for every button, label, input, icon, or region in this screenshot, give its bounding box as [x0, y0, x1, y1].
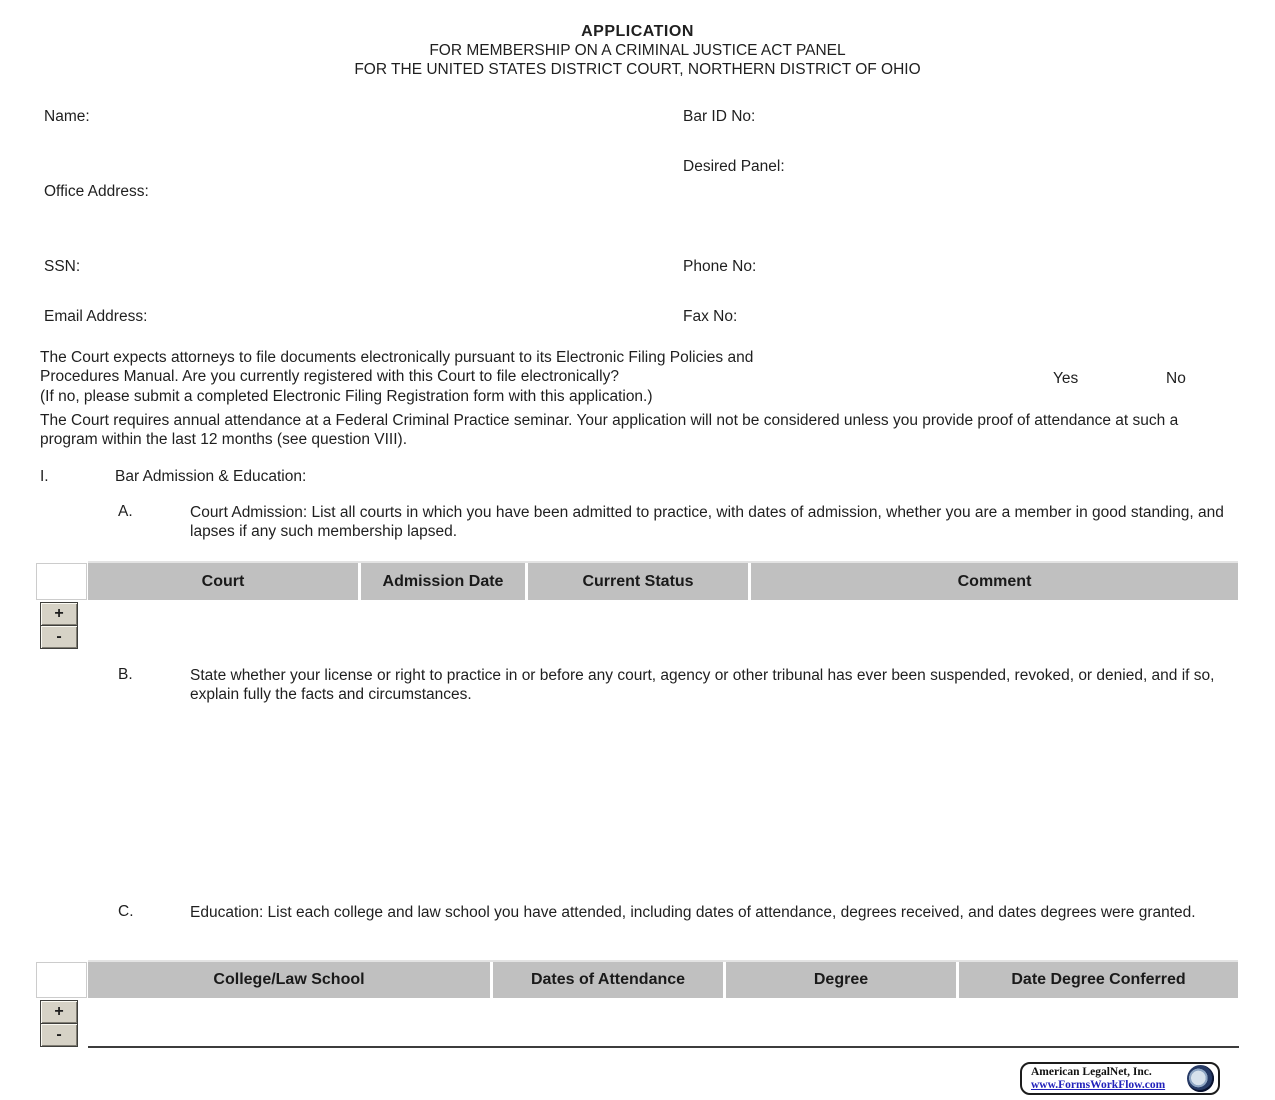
vendor-company-name: American LegalNet, Inc. [1031, 1065, 1152, 1078]
efiling-no-option[interactable]: No [1166, 370, 1186, 387]
section-I-number: I. [40, 468, 49, 485]
form-title-line2: FOR MEMBERSHIP ON A CRIMINAL JUSTICE ACT PANEL [429, 42, 846, 59]
efiling-yes-option[interactable]: Yes [1053, 370, 1079, 387]
item-C-letter: C. [118, 903, 134, 920]
court-table-row-control-cell [36, 563, 87, 600]
court-table-remove-row-button[interactable]: - [40, 625, 78, 649]
bar-id-label: Bar ID No: [683, 108, 756, 125]
globe-icon [1187, 1065, 1214, 1092]
ssn-label: SSN: [44, 258, 81, 275]
education-table-add-row-button[interactable]: + [40, 1000, 78, 1024]
form-title [0, 22, 1275, 79]
efiling-question-line2: Procedures Manual. Are you currently registered with this Court to file electronically? [40, 368, 619, 386]
education-table-bottom-rule [88, 1046, 1239, 1048]
email-address-label: Email Address: [44, 308, 148, 325]
name-label: Name: [44, 108, 90, 125]
court-table-add-row-button[interactable]: + [40, 602, 78, 626]
form-title-line3: FOR THE UNITED STATES DISTRICT COURT, NORTHERN DISTRICT OF OHIO [354, 61, 921, 78]
court-table-col-comment: Comment [751, 563, 1238, 600]
vendor-logo-text [1031, 1066, 1187, 1092]
item-A-text: Court Admission: List all courts in which you have been admitted to practice, with dates of admission, whether you are a member in good standing, and lapses if any such membership lapsed. [190, 504, 1224, 541]
court-table-col-admission-date: Admission Date [361, 563, 525, 600]
education-table-remove-row-button[interactable]: - [40, 1023, 78, 1047]
fax-label: Fax No: [683, 308, 738, 325]
phone-label: Phone No: [683, 258, 757, 275]
education-table-col-school: College/Law School [88, 962, 490, 998]
education-table-col-degree: Degree [726, 962, 956, 998]
education-table-col-conferred: Date Degree Conferred [959, 962, 1238, 998]
education-table-header [88, 960, 1238, 998]
item-C-text: Education: List each college and law school you have attended, including dates of attendance, degrees received, and dates degrees were granted. [190, 904, 1196, 921]
seminar-notice: The Court requires annual attendance at a Federal Criminal Practice seminar. Your application will not be considered unless you provide proof of attendance at such a program within the last 12 months (see question VIII). [40, 412, 1179, 449]
vendor-website-link[interactable]: www.FormsWorkFlow.com [1031, 1078, 1166, 1091]
item-A-letter: A. [118, 503, 133, 520]
efiling-question [40, 348, 940, 406]
education-table-row-control-cell [36, 962, 87, 998]
court-table-header [88, 561, 1238, 600]
section-I-heading: Bar Admission & Education: [115, 468, 307, 485]
court-table-col-current-status: Current Status [528, 563, 748, 600]
item-B-letter: B. [118, 666, 133, 683]
desired-panel-label: Desired Panel: [683, 158, 785, 175]
efiling-question-line1: The Court expects attorneys to file documents electronically pursuant to its Electronic Filing Policies and [40, 349, 754, 366]
office-address-label: Office Address: [44, 183, 149, 200]
court-table-col-court: Court [88, 563, 358, 600]
efiling-question-line3: (If no, please submit a completed Electronic Filing Registration form with this application.) [40, 387, 653, 405]
education-table-col-attendance: Dates of Attendance [493, 962, 723, 998]
item-B-text: State whether your license or right to practice in or before any court, agency or other tribunal has ever been suspended, revoked, or denied, and if so, explain fully the facts and circumstances. [190, 667, 1215, 704]
form-title-line1: APPLICATION [581, 23, 694, 40]
vendor-logo [1020, 1062, 1220, 1095]
